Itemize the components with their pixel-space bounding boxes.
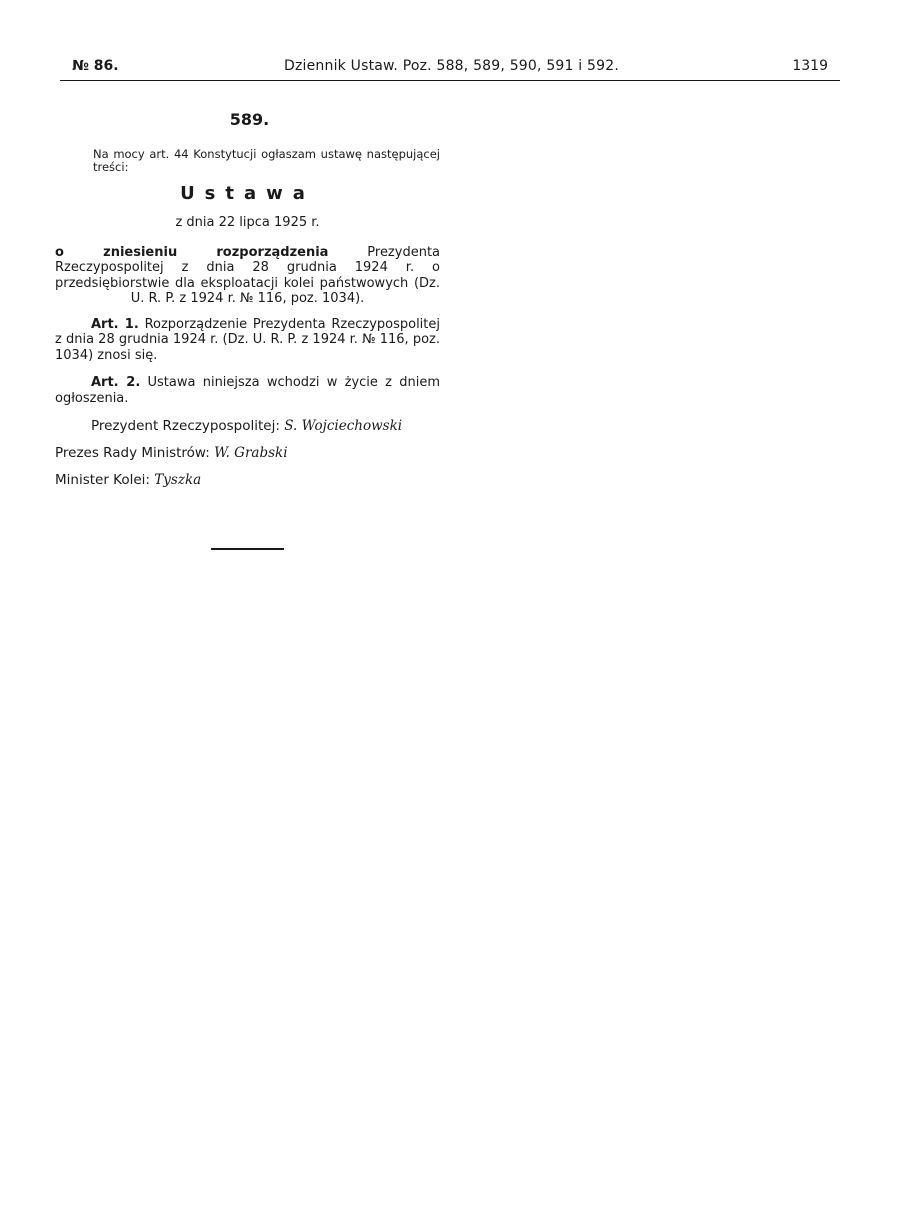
article-1-text: Rozporządzenie Prezydenta Rzeczypospolitej z dnia 28 grudnia 1924 r. (Dz. U. R. P. z 1924 r. № 116, poz. 1034) znosi się. xyxy=(55,316,440,363)
issue-number: № 86. xyxy=(72,58,119,74)
act-position-number: 589. xyxy=(229,110,270,129)
page-header xyxy=(60,58,840,80)
act-subject xyxy=(55,245,440,307)
act-preamble: Na mocy art. 44 Konstytucji ogłaszam ustawę następującej treści: xyxy=(93,146,440,174)
header-divider xyxy=(60,80,840,81)
act-date: z dnia 22 lipca 1925 r. xyxy=(175,215,320,230)
signature-prime-minister xyxy=(55,445,440,461)
act-column xyxy=(55,112,440,488)
signature-president xyxy=(55,418,440,434)
act-subject-rest: Prezydenta Rzeczypospolitej z dnia 28 grudnia 1924 r. o przedsiębiorstwie dla eksploatacji kolei państwowych (Dz. U. R. P. z 1924 r. № 116, poz. 1034). xyxy=(55,244,441,306)
article-1 xyxy=(55,317,440,364)
act-title: Ustawa xyxy=(180,182,315,204)
signature-prime-minister-role: Prezes Rady Ministrów: xyxy=(55,445,215,461)
article-2 xyxy=(55,375,440,406)
signature-rail-minister xyxy=(55,472,440,488)
article-1-label: Art. 1. xyxy=(91,316,139,332)
article-2-text: Ustawa niniejsza wchodzi w życie z dniem ogłoszenia. xyxy=(55,375,440,406)
signature-prime-minister-name: W. Grabski xyxy=(214,445,288,461)
signature-president-role: Prezydent Rzeczypospolitej: xyxy=(91,418,285,434)
signature-president-name: S. Wojciechowski xyxy=(284,418,403,434)
signature-rail-minister-name: Tyszka xyxy=(154,472,202,488)
end-divider xyxy=(211,548,284,550)
signature-rail-minister-role: Minister Kolei: xyxy=(55,472,155,488)
act-subject-bold: o zniesieniu rozporządzenia xyxy=(55,244,329,260)
article-2-label: Art. 2. xyxy=(91,375,141,390)
page-number: 1319 xyxy=(792,58,828,74)
journal-title: Dziennik Ustaw. Poz. 588, 589, 590, 591 i 592. xyxy=(284,58,620,74)
